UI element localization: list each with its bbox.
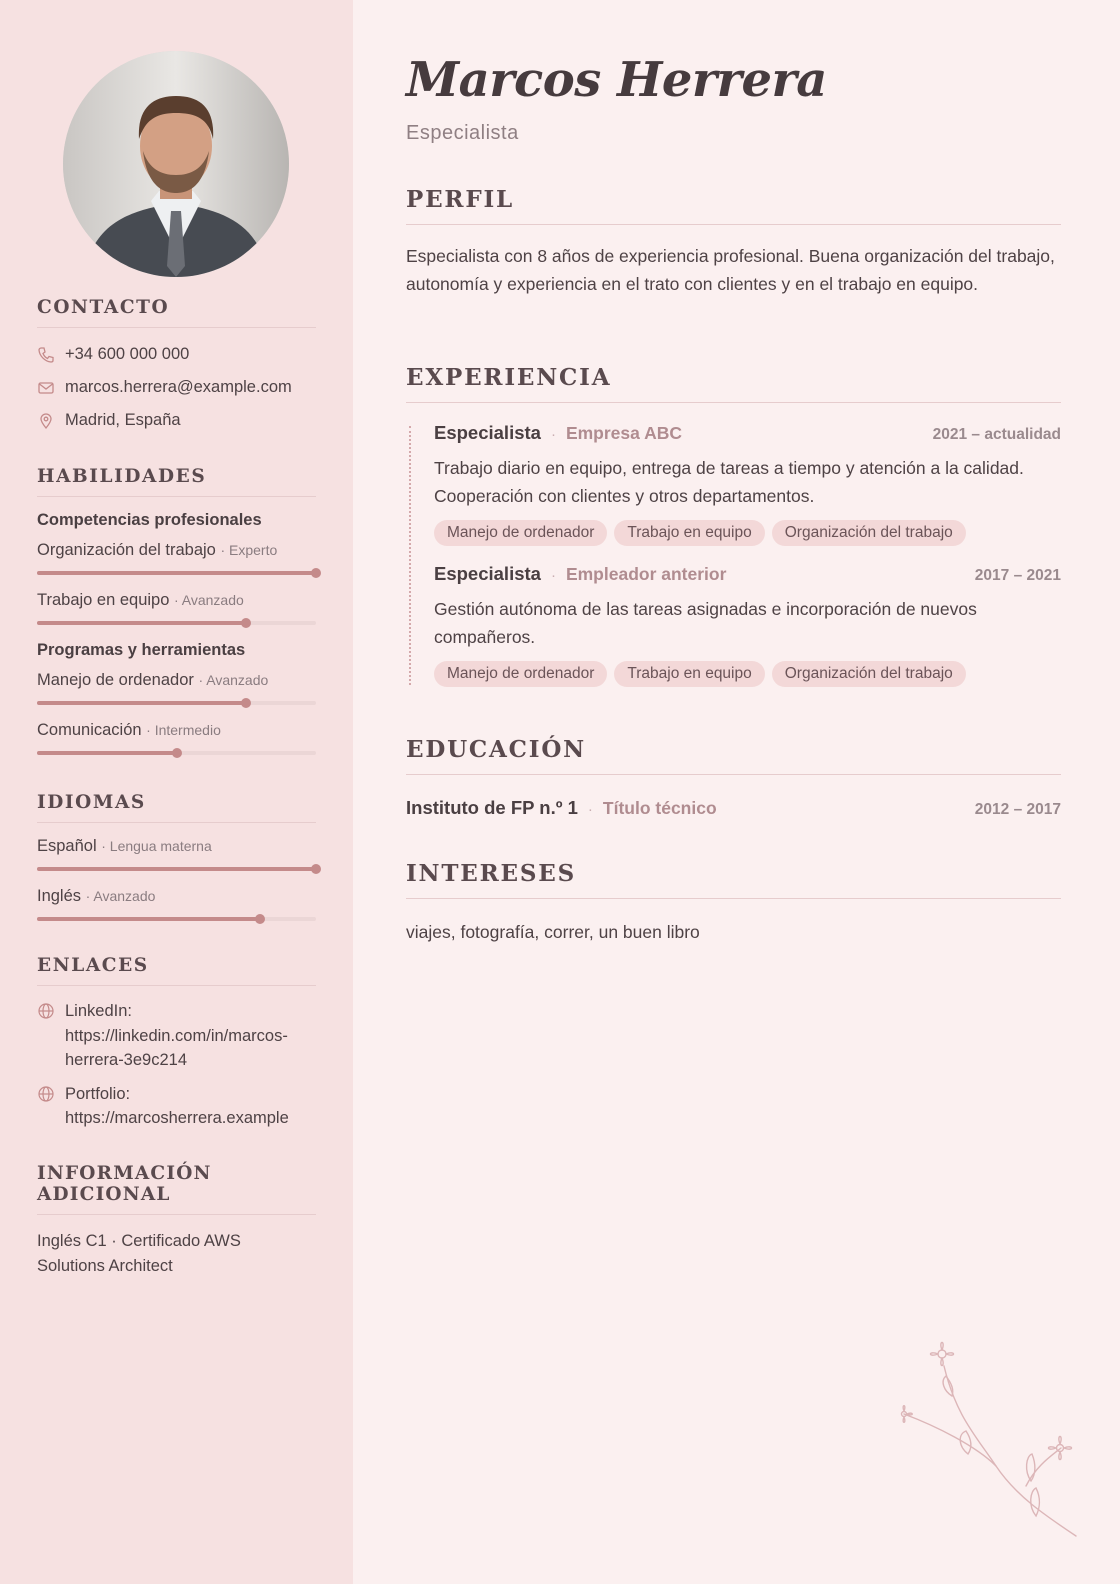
job-company: Empresa ABC <box>565 423 683 443</box>
link-url[interactable]: https://linkedin.com/in/marcos- <box>65 1026 288 1045</box>
education-entry <box>406 797 1061 819</box>
contact-phone <box>37 338 316 371</box>
interests-text: viajes, fotografía, correr, un buen libro <box>406 922 700 942</box>
job-tags <box>434 661 1061 687</box>
job-entry <box>434 422 1061 546</box>
skill-group-title: Programas y herramientas <box>37 641 246 659</box>
globe-icon <box>37 1085 55 1103</box>
interests-heading: INTERESES <box>406 860 1061 899</box>
languages-section <box>37 792 316 921</box>
language-level: · Avanzado <box>85 888 156 904</box>
skill-tag: Organización del trabajo <box>772 661 966 687</box>
experience-timeline <box>406 422 1061 687</box>
floral-decoration-icon <box>896 1336 1086 1556</box>
link-label: Portfolio: <box>65 1084 131 1103</box>
skill-item <box>37 671 316 705</box>
job-tags <box>434 520 1061 546</box>
education-heading: EDUCACIÓN <box>406 736 1061 775</box>
skill-bar <box>37 571 316 575</box>
location-pin-icon <box>37 412 55 430</box>
language-name: Español <box>37 837 97 855</box>
job-description: Gestión autónoma de las tareas asignadas e incorporación de nuevos compañeros. <box>434 599 977 647</box>
interests-section <box>406 860 1061 947</box>
job-separator: · <box>550 567 556 584</box>
language-level: · Lengua materna <box>101 838 212 854</box>
contact-location-text: Madrid, España <box>65 411 181 429</box>
skill-item <box>37 541 316 575</box>
education-separator: · <box>587 801 593 818</box>
link-label: LinkedIn: <box>65 1002 132 1020</box>
contact-email-text[interactable]: marcos.herrera@example.com <box>65 378 292 396</box>
skills-section <box>37 466 316 755</box>
skill-name: Organización del trabajo <box>37 541 216 559</box>
additional-info-text: Inglés C1 · Certificado AWS Solutions Architect <box>37 1232 241 1275</box>
language-item <box>37 887 316 921</box>
profile-text: Especialista con 8 años de experiencia profesional. Buena organización del trabajo, autonomía y experiencia en el trato con clientes y en el trabajo en equipo. <box>406 246 1055 294</box>
skill-item <box>37 721 316 755</box>
skill-tag: Organización del trabajo <box>772 520 966 546</box>
job-separator: · <box>550 426 556 443</box>
job-title: Especialista <box>434 422 541 443</box>
contact-heading: CONTACTO <box>37 297 316 328</box>
skill-name: Trabajo en equipo <box>37 591 170 609</box>
profile-section <box>406 186 1061 298</box>
job-date: 2021 – actualidad <box>932 426 1061 443</box>
experience-heading: EXPERIENCIA <box>406 364 1061 403</box>
language-item <box>37 837 316 871</box>
contact-phone-text[interactable]: +34 600 000 000 <box>65 345 190 363</box>
skill-bar <box>37 701 316 705</box>
skill-group-title: Competencias profesionales <box>37 511 262 529</box>
candidate-title: Especialista <box>406 122 519 144</box>
phone-icon <box>37 346 55 364</box>
skill-name: Manejo de ordenador <box>37 671 194 689</box>
skill-level: · Avanzado <box>198 672 269 688</box>
language-bar <box>37 867 316 871</box>
candidate-name: Marcos Herrera <box>406 52 827 108</box>
skill-tag: Manejo de ordenador <box>434 661 607 687</box>
job-description: Trabajo diario en equipo, entrega de tareas a tiempo y atención a la calidad. Cooperación con clientes y otros departamentos. <box>434 458 1024 506</box>
education-institution: Instituto de FP n.º 1 <box>406 797 578 818</box>
mail-icon <box>37 379 55 397</box>
skills-heading: HABILIDADES <box>37 466 316 497</box>
skill-level: · Intermedio <box>146 722 221 738</box>
skill-tag: Manejo de ordenador <box>434 520 607 546</box>
job-entry <box>434 563 1061 687</box>
skill-name: Comunicación <box>37 721 142 739</box>
sidebar <box>0 0 353 1584</box>
job-date: 2017 – 2021 <box>974 567 1061 584</box>
skill-level: · Experto <box>220 542 278 558</box>
job-title: Especialista <box>434 563 541 584</box>
additional-info-section <box>37 1163 316 1278</box>
additional-info-heading: INFORMACIÓN ADICIONAL <box>37 1163 316 1215</box>
contact-location <box>37 404 316 437</box>
links-heading: ENLACES <box>37 955 316 986</box>
skill-tag: Trabajo en equipo <box>614 661 764 687</box>
skill-bar <box>37 621 316 625</box>
links-section <box>37 955 316 1131</box>
language-name: Inglés <box>37 887 82 905</box>
experience-section <box>406 364 1061 687</box>
link-linkedin[interactable] <box>37 999 316 1073</box>
portrait-illustration <box>63 51 289 277</box>
language-bar <box>37 917 316 921</box>
skill-item <box>37 591 316 625</box>
skill-level: · Avanzado <box>174 592 244 608</box>
job-company: Empleador anterior <box>565 564 727 584</box>
link-url[interactable]: https://marcosherrera.example <box>65 1109 289 1127</box>
globe-icon <box>37 1002 55 1020</box>
skill-tag: Trabajo en equipo <box>614 520 764 546</box>
link-url[interactable]: herrera-3e9c214 <box>65 1051 187 1069</box>
contact-email <box>37 371 316 404</box>
profile-heading: PERFIL <box>406 186 1061 225</box>
education-degree: Título técnico <box>602 798 717 818</box>
link-portfolio[interactable] <box>37 1082 316 1131</box>
skill-bar <box>37 751 316 755</box>
profile-photo <box>63 51 289 277</box>
education-date: 2012 – 2017 <box>974 801 1061 818</box>
languages-heading: IDIOMAS <box>37 792 316 823</box>
contact-section <box>37 297 316 437</box>
education-section <box>406 736 1061 819</box>
